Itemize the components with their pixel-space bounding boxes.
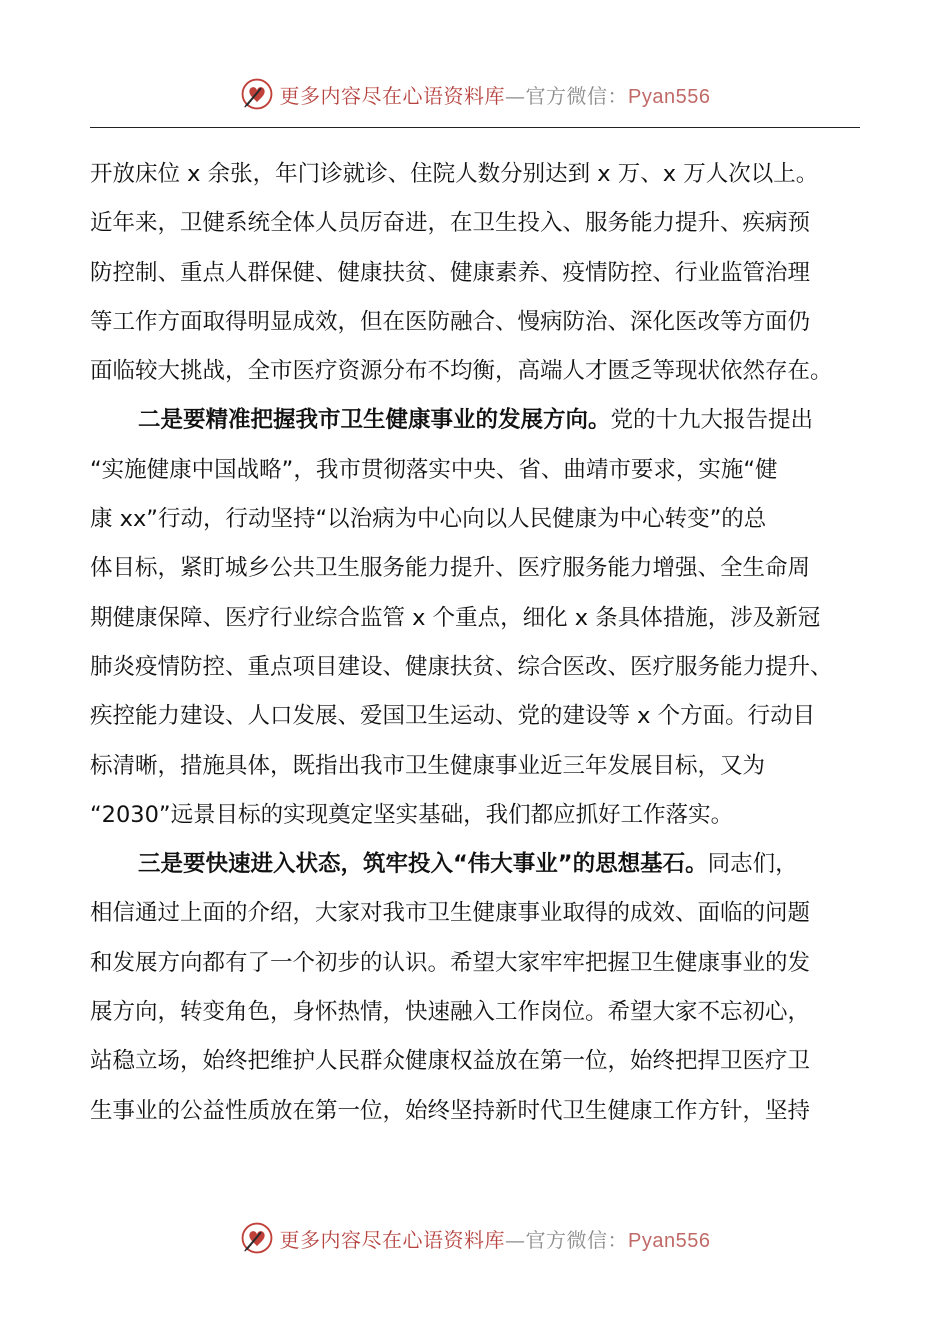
banner-text — [280, 1224, 711, 1253]
text-line: 和发展方向都有了一个初步的认识。希望大家牢牢把握卫生健康事业的发 — [90, 949, 811, 976]
text-line: 面临较大挑战，全市医疗资源分布不均衡，高端人才匮乏等现状依然存在。 — [90, 358, 833, 385]
text-line: 体目标，紧盯城乡公共卫生服务能力提升、医疗服务能力增强、全生命周 — [90, 555, 811, 582]
text-line: 生事业的公益性质放在第一位，始终坚持新时代卫生健康工作方针，坚持 — [90, 1097, 811, 1124]
paragraph-first-line — [90, 840, 862, 889]
paragraph-lead-text: 党的十九大报告提出 — [610, 407, 814, 434]
banner-wechat-handle: Pyan556 — [628, 1229, 711, 1252]
text-line: 标清晰，措施具体，既指出我市卫生健康事业近三年发展目标，又为 — [90, 752, 766, 779]
banner-wechat-label: 官方微信： — [525, 83, 629, 108]
banner-wechat-label: 官方微信： — [525, 1227, 629, 1252]
text-line: “2030”远景目标的实现奠定坚实基础，我们都应抓好工作落实。 — [90, 801, 734, 828]
banner-brand-text: 更多内容尽在心语资料库 — [279, 83, 506, 108]
text-line: 肺炎疫情防控、重点项目建设、健康扶贫、综合医改、医疗服务能力提升、 — [90, 653, 833, 680]
banner-wechat-handle: Pyan556 — [628, 85, 711, 108]
text-line: 展方向，转变角色，身怀热情，快速融入工作岗位。希望大家不忘初心， — [90, 999, 811, 1026]
paragraph-heading: 二是要精准把握我市卫生健康事业的发展方向。 — [138, 407, 611, 434]
text-line: “实施健康中国战略”，我市贯彻落实中央、省、曲靖市要求，实施“健 — [90, 456, 778, 483]
text-line: 站稳立场，始终把维护人民群众健康权益放在第一位，始终把捍卫医疗卫 — [90, 1048, 811, 1075]
text-line: 近年来，卫健系统全体人员厉奋进，在卫生投入、服务能力提升、疾病预 — [90, 210, 811, 237]
text-line: 期健康保障、医疗行业综合监管 x 个重点，细化 x 条具体措施，涉及新冠 — [90, 604, 821, 631]
paragraph-first-line — [90, 396, 862, 445]
document-body — [90, 150, 862, 1136]
text-line: 防控制、重点人群保健、健康扶贫、健康素养、疫情防控、行业监管治理 — [90, 259, 811, 286]
heart-pen-icon — [240, 1221, 274, 1255]
text-line: 等工作方面取得明显成效，但在医防融合、慢病防治、深化医改等方面仍 — [90, 308, 811, 335]
banner-text — [280, 80, 711, 109]
header-divider — [90, 127, 860, 128]
text-line: 疾控能力建设、人口发展、爱国卫生运动、党的建设等 x 个方面。行动目 — [90, 703, 816, 730]
paragraph-lead-text: 同志们， — [707, 851, 798, 878]
banner-dash: — — [505, 1227, 526, 1252]
paragraph-heading: 三是要快速进入状态，筑牢投入“伟大事业”的思想基石。 — [138, 851, 708, 878]
header-watermark-banner — [0, 74, 950, 114]
heart-pen-icon — [240, 77, 274, 111]
text-line: 相信通过上面的介绍，大家对我市卫生健康事业取得的成效、面临的问题 — [90, 900, 811, 927]
text-line: 康 xx”行动，行动坚持“以治病为中心向以人民健康为中心转变”的总 — [90, 506, 767, 533]
banner-dash: — — [505, 83, 526, 108]
banner-brand-text: 更多内容尽在心语资料库 — [279, 1227, 506, 1252]
text-line: 开放床位 x 余张，年门诊就诊、住院人数分别达到 x 万、x 万人次以上。 — [90, 161, 819, 187]
footer-watermark-banner — [0, 1218, 950, 1258]
